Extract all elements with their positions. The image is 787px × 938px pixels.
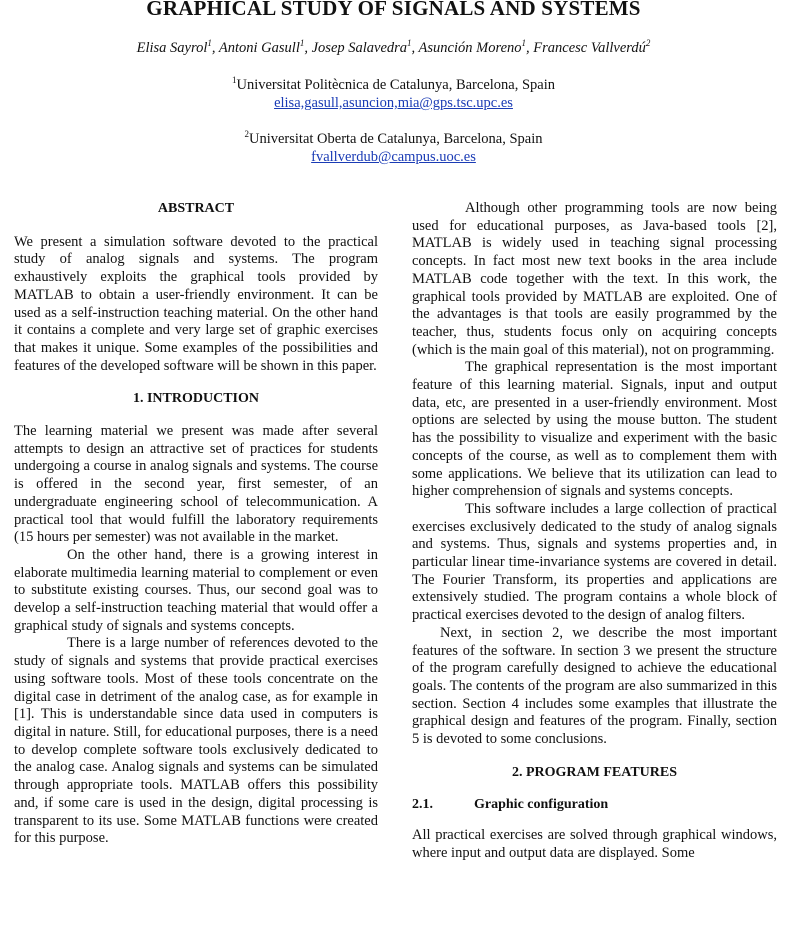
author-list (0, 40, 787, 57)
author: Asunción Moreno$^1$, (418, 38, 534, 56)
program-features-heading: 2. PROGRAM FEATURES (511, 764, 678, 780)
body-paragraph: Although other programming tools are now being used for educational purposes, as Java-based tools [2], MATLAB is widely used in teaching signal processing concepts. In fact most new text books in the area include MATLAB code together with the text. In this work, the graphical tools provided by MATLAB are exploited. One of the advantages is that tools are easily programmed by the teacher, thus, students focus only on acquiring concepts (which is the main goal of this material), not on programming. (412, 200, 777, 358)
subsection-number: 2.1. (412, 796, 433, 812)
body-paragraph: All practical exercises are solved through graphical windows, where input and output data are displayed. Some (412, 827, 777, 861)
abstract-text: We present a simulation software devoted to the practical study of analog signals and systems. The program exhaustively exploits the graphical tools provided by MATLAB to obtain a user-friendly environment. It can be used as a self-instruction teaching material. On the other hand it contains a complete and very large set of graphic exercises that makes it unique. Some examples of the possibilities and features of the developed software will be shown in this paper. (14, 233, 378, 374)
affiliation-1 (0, 76, 787, 112)
intro-paragraph: On the other hand, there is a growing interest in elaborate multimedia learning material to complement or even to substitute existing courses. Thus, our second goal was to develop a self-instruction teaching material that would offer a graphical study of signals and systems concepts. (14, 546, 378, 634)
body-paragraph: This software includes a large collection of practical exercises exclusively dedicated to the study of analog signals and systems. Thus, signals and systems properties and, in particular linear time-invariance systems are covered in detail. The Fourier Transform, its properties and applications are extensively studied. The program contains a whole block of practical exercises devoted to the design of analog filters. (412, 500, 777, 624)
left-column (14, 200, 378, 848)
author: Antoni Gasull$^1$, (218, 38, 312, 56)
abstract-heading: ABSTRACT (157, 201, 235, 216)
affiliation-email-link[interactable]: fvallverdub@campus.uoc.es (311, 149, 476, 165)
author: Josep Salavedra$^1$, (311, 38, 419, 56)
author: Francesc Vallverdú$^2$ (533, 38, 651, 56)
author: Elisa Sayrol$^1$, (136, 38, 219, 56)
affiliation-2 (0, 130, 787, 166)
affiliation-email-link[interactable]: elisa,gasull,asuncion,mia@gps.tsc.upc.es (274, 95, 513, 111)
intro-paragraph: There is a large number of references devoted to the study of signals and systems that provide practical exercises using software tools. Most of these tools concentrate on the digital case in detriment of the analog case, as for example in [1]. This is understandable since data used in computers is digital in nature. Still, for educational purposes, there is a need to develop complete software tools exclusively dedicated to the analog case. Analog signals and systems can be simulated through appropriate tools. MATLAB offers this possibility and, if some care is used in the design, digital processing is transparent to its use. Some MATLAB functions were created for this purpose. (14, 635, 378, 847)
body-paragraph: The graphical representation is the most important feature of this learning material. Signals, input and output data, etc, are presented in a user-friendly environment. Most options are selected by using the mouse button. The student has the possibility to visualize and experiment with the basic concepts of the course, as well as to complement them with some applications. We believe that its utilization can lead to higher comprehension of signals and systems concepts. (412, 359, 777, 500)
right-column (412, 200, 777, 863)
affiliation-name: $^1$Universitat Politècnica de Catalunya, Barcelona, Spain (232, 75, 555, 93)
body-paragraph: Next, in section 2, we describe the most important features of the software. In section 3 we present the structure of the program carefully designed to achieve the educational goals. The contents of the program are also summarized in this section. Section 4 includes some examples that illustrate the graphical design and features of the program. Finally, section 5 is devoted to some conclusions. (412, 624, 777, 748)
introduction-heading: 1. INTRODUCTION (132, 391, 259, 407)
subsection-heading (412, 796, 777, 814)
intro-paragraph: The learning material we present was made after several attempts to design an attractive set of practices for students undergoing a course in analog signals and systems. The course is offered in the second year, first semester, of an undergraduate engineering school of telecommunication. A practical tool that would fulfill the laboratory requirements (15 hours per semester) was not available in the market. (14, 423, 378, 546)
subsection-title: Graphic configuration (474, 796, 609, 812)
affiliation-name: $^2$Universitat Oberta de Catalunya, Barcelona, Spain (244, 129, 543, 147)
paper-title: GRAPHICAL STUDY OF SIGNALS AND SYSTEMS (146, 0, 641, 20)
